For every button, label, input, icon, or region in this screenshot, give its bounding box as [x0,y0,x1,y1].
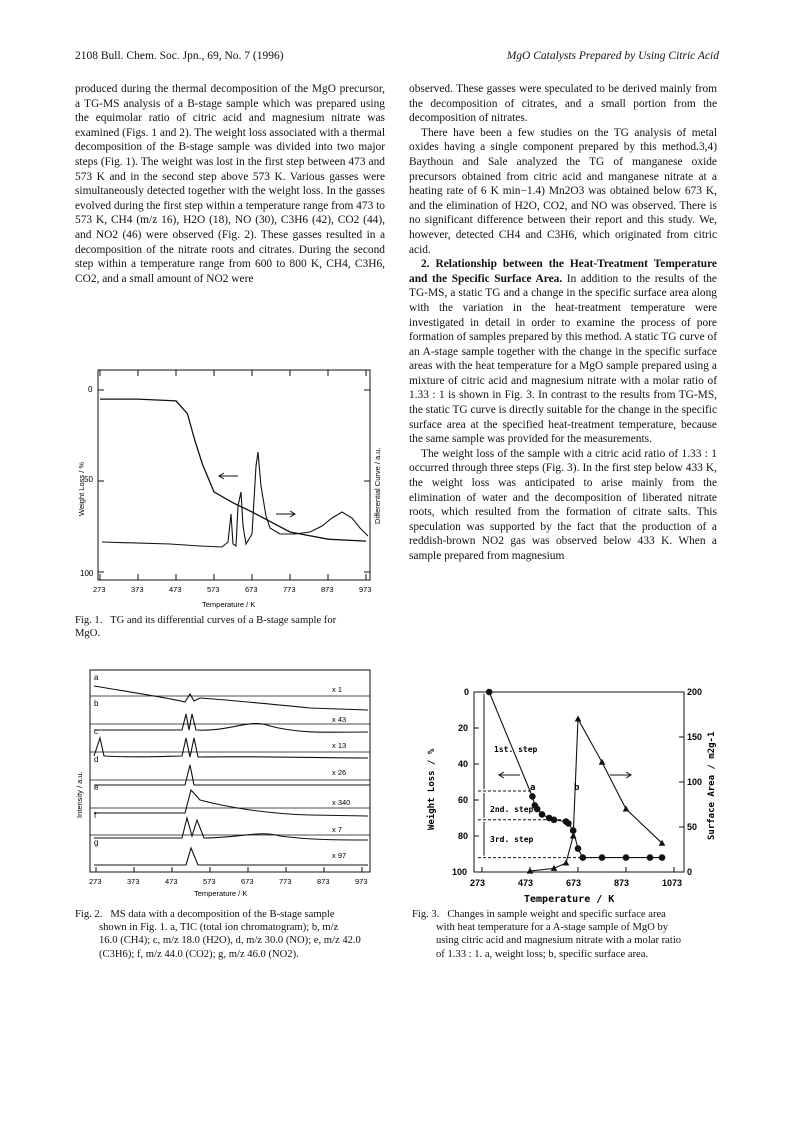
fig2-trace-letter: d [94,755,99,764]
fig3-point-a [486,689,493,696]
fig3-step2-label: 2nd. step [490,805,534,814]
fig3-point-b [563,860,570,866]
fig2-trace-letter: e [94,783,99,792]
fig3-y2tick-label: 50 [687,822,698,832]
fig3-y2tick-label: 150 [687,732,703,742]
caption-text: 16.0 (CH4); c, m/z 18.0 (H2O), d, m/z 30.0 (NO); e, m/z 42.0 [99,935,361,947]
fig1-diff-curve [102,452,368,547]
fig2-trace-letter: b [94,699,99,708]
fig2-xtick-label: 773 [279,877,292,886]
fig3-xtick-label: 873 [614,878,630,888]
section-heading: 2. Relationship between the Heat-Treatment Temperature and the Specific Surface Area. [409,258,717,285]
fig3-point-a [565,820,572,827]
fig1-ytick-0: 0 [88,385,93,394]
fig2-trace-multiplier: x 97 [332,851,347,860]
fig3-xlabel: Temperature / K [524,894,615,905]
caption-text: (C3H6); f, m/z 44.0 (CO2); g, m/z 46.0 (NO2). [99,948,299,960]
fig2-trace-multiplier: x 13 [332,741,347,750]
fig3-label-b: b [574,783,580,793]
fig2-trace-letter: g [94,838,99,847]
fig3-ytick-label: 20 [458,723,469,733]
fig3-point-a [529,793,536,800]
fig2-xtick-label: 473 [165,877,178,886]
fig1-xtick-label: 273 [93,585,106,594]
fig2-xtick-label: 273 [89,877,102,886]
caption-label: Fig. 2. [75,909,103,920]
fig1-xtick-label: 473 [169,585,182,594]
body-paragraph: produced during the thermal decomposition of the MgO precursor, a TG-MS analysis of a B-stage sample which was prepared using the equimolar ratio of citric acid and magnesium nitrate was examined (Figs. 1 and 2). The weight loss associated with a thermal decomposition of the B-stage sample was divided into two major steps (Fig. 1). The weight was lost in the first step between 473 and 573 K and in the second step above 573 K. Various gasses were simultaneously detected together with the weight loss. In the gasses evolved during the first step within a temperature range from 473 to 573 K, CH4 (m/z 16), H2O (18), NO (30), C3H6 (42), CO2 (44), and NO2 (46) were observed (Fig. 2). These gasses resulted in a decomposition of the nitrate roots and citrates. During the second step within a temperature range from 600 to 800 K, CH4, C3H6, CO2, and a small amount of NO2 were [75,83,385,285]
fig2-trace-f [94,818,368,840]
figure-2-caption [75,908,387,961]
fig3-point-b [623,806,630,812]
fig1-arrow-diff [276,511,295,517]
fig1-xtick-label: 973 [359,585,372,594]
fig2-ylabel: Intensity / a.u. [75,771,84,818]
fig3-y2label: Surface Area / m2g-1 [707,731,717,840]
fig3-point-a [539,811,546,818]
fig3-point-a [580,854,587,861]
caption-label: Fig. 1. [75,615,103,626]
fig3-y2tick-label: 200 [687,687,703,697]
fig2-trace-multiplier: x 1 [332,685,343,694]
fig3-y2tick-label: 0 [687,867,693,877]
fig1-ytick-50: 50 [84,475,93,484]
fig2-trace-multiplier: x 7 [332,825,343,834]
fig2-trace-g [94,848,368,865]
fig2-trace-d [94,765,370,785]
caption-text: MgO. [75,628,101,640]
fig2-trace-c [94,738,368,758]
caption-label: Fig. 3. [412,909,440,920]
caption-text: TG and its differential curves of a B-stage sample for [110,615,337,626]
caption-text: shown in Fig. 1. a, TIC (total ion chromatogram); b, m/z [99,922,339,934]
left-column-text [75,82,385,286]
fig1-xtick-label: 873 [321,585,334,594]
fig2-xtick-label: 973 [355,877,368,886]
fig2-xtick-label: 573 [203,877,216,886]
figure-3-weight-surface-chart [412,680,722,905]
fig2-trace-multiplier: x 26 [332,768,347,777]
right-column-text [409,82,717,564]
fig1-y2label: Differential Curve / a.u. [373,447,382,524]
fig1-tg-curve [100,399,366,541]
body-paragraph: There have been a few studies on the TG analysis of metal oxides having a single component prepared by this method.3,4) Baythoun and Sale analyzed the TG of manganese oxide precursors obtained from citric acid and manganese nitrate at a heating rate of 6 K min−1.4) Mn2O3 was obtained below 673 K, and the elimination of H2O, CO2, and NO was observed. There is no significant difference between their report and this study. We, however, detected CH4 and C3H6, which originated from citric acid. [409,126,717,256]
fig3-y2tick-label: 100 [687,777,703,787]
fig3-xtick-label: 673 [566,878,582,888]
figure-1-tg-chart [70,366,390,611]
fig2-xtick-label: 373 [127,877,140,886]
fig3-point-a [599,854,606,861]
body-paragraph: The weight loss of the sample with a citric acid ratio of 1.33 : 1 occurred through three steps (Fig. 3). In the first step below 433 K, the weight loss was anticipated to arise mainly from the elimination of water and the decomposition of liberated nitrate roots, which resulted from the formation of citrate salts. This speculation was supported by the fact that the production of a reddish-brown NO2 gas was observed below 433 K. When a sample prepared from magnesium [409,447,717,562]
fig3-point-a [551,817,558,824]
section-text: In addition to the results of the TG-MS, a static TG and a change in the specific surface area along with the variation in the heat-treatment temperature were investigated in detail in order to examine the process of pore formation of samples prepared by this method. A static TG curve of an A-stage sample together with the change in the specific surface areas with the heat temperature for a MgO sample prepared using a mixture of citric acid and magnesium nitrate with a molar ratio of 1.33 : 1 is shown in Fig. 3. In contrast to the results from TG-MS, the static TG curve is directly suitable for the change in the specific surface area at the specified heat-treatment temperature, because the same sample was provided for the measurements. [409,272,717,446]
fig1-arrow-tg [219,473,238,479]
fig3-ytick-label: 60 [458,795,469,805]
figure-2-ms-chart [70,668,390,900]
fig2-trace-multiplier: x 43 [332,715,347,724]
fig3-ytick-label: 100 [452,867,468,877]
fig3-xtick-label: 273 [470,878,486,888]
fig3-label-a: a [530,783,536,793]
fig1-xtick-label: 773 [283,585,296,594]
fig1-xlabel: Temperature / K [202,600,256,609]
fig2-xlabel: Temperature / K [194,889,248,898]
caption-text: with heat temperature for a A-stage sample of MgO by [436,922,669,934]
body-paragraph: observed. These gasses were speculated to be derived mainly from the decomposition of citrates, and a small portion from the decomposition of nitrates. [409,83,717,125]
fig3-ytick-label: 0 [464,687,470,697]
fig3-ytick-label: 40 [458,759,469,769]
fig3-xtick-label: 473 [518,878,534,888]
fig2-trace-b [94,714,368,732]
fig3-ylabel: Weight Loss / % [427,748,437,830]
caption-text: MS data with a decomposition of the B-stage sample [110,909,335,920]
fig2-trace-letter: c [94,727,98,736]
fig1-ytick-100: 100 [80,569,94,578]
fig3-point-b [570,833,577,839]
caption-text: of 1.33 : 1. a, weight loss; b, specific surface area. [436,948,649,960]
fig3-point-a [534,806,541,813]
fig2-trace-multiplier: x 340 [332,798,351,807]
figure-1-caption [75,614,385,640]
fig2-trace-a [94,686,368,710]
caption-text: Changes in sample weight and specific surface area [447,909,666,920]
running-header-right: MgO Catalysts Prepared by Using Citric Acid [506,50,719,62]
figure-3-caption [412,908,718,961]
fig3-point-a [647,854,654,861]
fig3-arrow-b [610,772,631,778]
fig3-ytick-label: 80 [458,831,469,841]
fig2-trace-letter: f [94,811,97,820]
fig3-curve-b [530,719,662,871]
fig3-point-a [659,854,666,861]
fig1-xtick-label: 373 [131,585,144,594]
fig1-xtick-label: 673 [245,585,258,594]
fig3-arrow-a [499,772,520,778]
fig3-point-b [599,759,606,765]
running-header-left: 2108 Bull. Chem. Soc. Jpn., 69, No. 7 (1996) [75,50,284,62]
fig3-xtick-label: 1073 [662,878,683,888]
fig2-trace-letter: a [94,673,99,682]
caption-text: using citric acid and magnesium nitrate with a molar ratio [436,935,682,947]
section-paragraph [409,257,717,447]
fig3-point-b [575,716,582,722]
fig2-xtick-label: 873 [317,877,330,886]
fig2-xtick-label: 673 [241,877,254,886]
fig2-trace-e [94,790,368,816]
fig3-step3-label: 3rd. step [490,835,534,844]
fig3-point-a [575,845,582,852]
fig1-ylabel: Weight Loss / % [77,461,86,516]
fig3-step1-label: 1st. step [494,745,538,754]
fig1-xtick-label: 573 [207,585,220,594]
fig3-point-a [623,854,630,861]
